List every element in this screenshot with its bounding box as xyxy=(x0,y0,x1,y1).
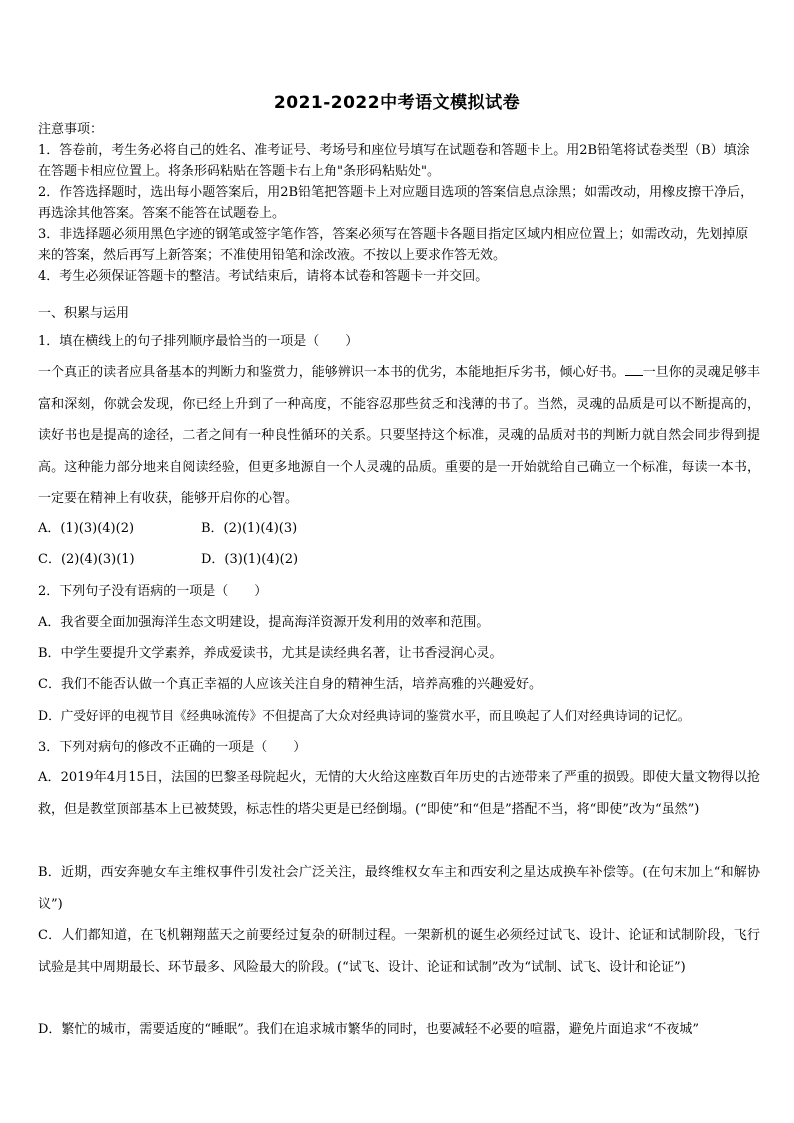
notice-heading: 注意事项： xyxy=(38,122,104,137)
q1-stem: 1．填在横线上的句子排列顺序最恰当的一项是（ ） xyxy=(38,334,359,349)
q3-option-c xyxy=(38,920,760,983)
q1-passage-b: 一旦你的灵魂足够丰富和深刻，你就会发现，你已经上升到了一种高度，不能容忍那些贫乏和浅薄的书了。当然，灵魂的品质是可以不断提高的，读好书也是提高的途径，二者之间有一种良性循环的关系。只要坚持这个标准，灵魂的品质对书的判断力就自然会同步得到提高。这种能力部分地来自阅读经验，但更多地源自一个人灵魂的品质。重要的是一开始就给自己确立一个标准，每读一本书，一定要在精神上有收获，能够开启你的心智。 xyxy=(38,365,760,506)
q2-option-d: D．广受好评的电视节目《经典咏流传》不但提高了大众对经典诗词的鉴赏水平，而且唤起了人们对经典诗词的记忆。 xyxy=(38,708,691,723)
q2-option-c: C．我们不能否认做一个真正幸福的人应该关注自身的精神生活，培养高雅的兴趣爱好。 xyxy=(38,677,542,692)
q1-option-c: C．(2)(4)(3)(1) xyxy=(38,552,135,567)
notice-block xyxy=(38,119,760,287)
q3-option-d xyxy=(38,1014,760,1046)
q1-passage-a: 一个真正的读者应具备基本的判断力和鉴赏力，能够辨识一本书的优劣，本能地拒斥劣书，倾心好书。 xyxy=(38,365,625,380)
answer-blank xyxy=(625,361,643,376)
q2-stem: 2．下列句子没有语病的一项是（ ） xyxy=(38,584,268,599)
section-heading: 一、积累与运用 xyxy=(38,306,130,321)
notice-item: 2．作答选择题时，选出每小题答案后，用2B铅笔把答题卡上对应题目选项的答案信息点涂黑；如需改动，用橡皮擦干净后，再选涂其他答案。答案不能答在试题卷上。 xyxy=(38,185,754,221)
notice-item: 1．答卷前，考生务必将自己的姓名、准考证号、考场号和座位号填写在试题卷和答题卡上。用2B铅笔将试卷类型（B）填涂在答题卡相应位置上。将条形码粘贴在答题卡右上角"条形码粘贴处"。 xyxy=(38,143,750,179)
q3-option-c-text: C．人们都知道，在飞机翱翔蓝天之前要经过复杂的研制过程。一架新机的诞生必须经过试飞、设计、论证和试制阶段，飞行试验是其中周期最长、环节最多、风险最大的阶段。(“试飞、设计、论证和试制”改为“试制、试飞、设计和论证”) xyxy=(38,928,760,975)
q1-option-d: D．(3)(1)(4)(2) xyxy=(201,552,299,567)
page-title: 2021-2022中考语文模拟试卷 xyxy=(273,93,521,113)
notice-item: 4．考生必须保证答题卡的整洁。考试结束后，请将本试卷和答题卡一并交回。 xyxy=(38,269,489,284)
notice-item: 3．非选择题必须用黑色字迹的钢笔或签字笔作答，答案必须写在答题卡各题目指定区域内相应位置上；如需改动，先划掉原来的答案，然后再写上新答案；不准使用铅笔和涂改液。不按以上要求作答无效。 xyxy=(38,227,749,263)
q2-option-a: A．我省要全面加强海洋生态文明建设，提高海洋资源开发利用的效率和范围。 xyxy=(38,615,490,630)
q3-option-b-text: B．近期，西安奔驰女车主维权事件引发社会广泛关注，最终维权女车主和西安利之星达成换车补偿等。(在句末加上“和解协议”) xyxy=(38,865,760,912)
q3-option-d-text: D．繁忙的城市，需要适度的“睡眠”。我们在追求城市繁华的同时，也要减轻不必要的喧嚣，避免片面追求“不夜城” xyxy=(38,1022,700,1037)
q1-option-b: B．(2)(1)(4)(3) xyxy=(201,521,298,536)
q3-stem: 3．下列对病句的修改不正确的一项是（ ） xyxy=(38,740,307,755)
q3-option-b xyxy=(38,857,760,920)
q1-option-a: A．(1)(3)(4)(2) xyxy=(38,521,135,536)
q2-option-b: B．中学生要提升文学素养，养成爱读书，尤其是读经典名著，让书香浸润心灵。 xyxy=(38,646,503,661)
q1-passage xyxy=(38,357,760,515)
q3-option-a-text: A．2019年4月15日，法国的巴黎圣母院起火，无情的大火给这座数百年历史的古迹带来了严重的损毁。即使大量文物得以抢救，但是教堂顶部基本上已被焚毁，标志性的塔尖更是已经倒塌。(“即使”和“但是”搭配不当，将“即使”改为“虽然”) xyxy=(38,770,760,817)
q3-option-a xyxy=(38,762,760,825)
